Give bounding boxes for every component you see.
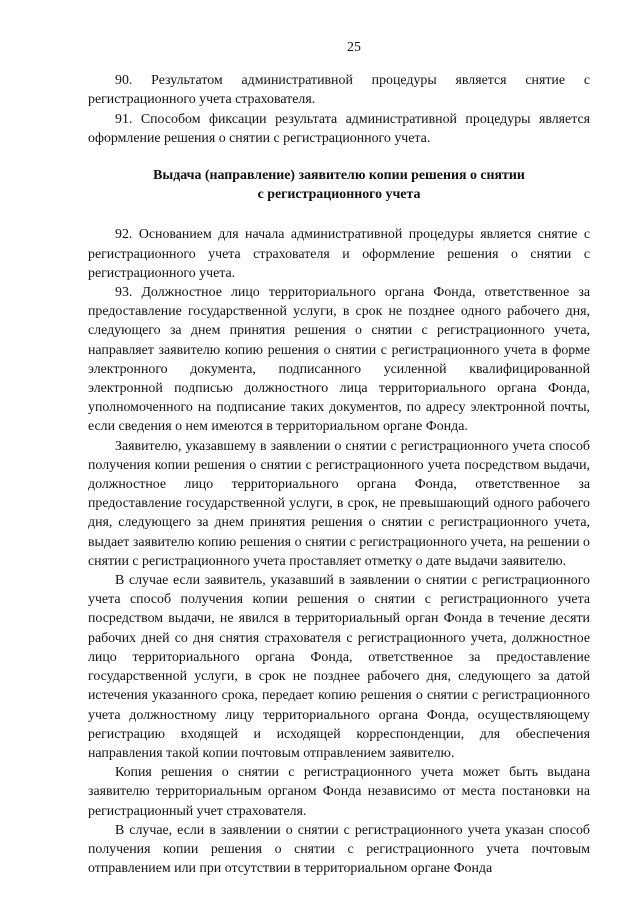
paragraph-90: 90. Результатом административной процедуры является снятие с регистрационного учета страхователя.: [88, 73, 590, 108]
paragraph-any-office: Копия решения о снятии с регистрационного учета может быть выдана заявителю территориальным органом Фонда независимо от места постановки на регистрационный учет страхователя.: [88, 765, 590, 819]
paragraph-postal: В случае, если в заявлении о снятии с регистрационного учета указан способ получения копии решения о снятии с регистрационного учета почтовым отправлением или при отсутствии в территориальном органе Фонда: [88, 822, 590, 877]
document-page: [88, 38, 590, 878]
paragraph-issue-by-hand: Заявителю, указавшему в заявлении о снятии с регистрационного учета способ получения копии решения о снятии с регистрационного учета посредством выдачи, должностное лицо территориального органа Фонда, ответственное за предоставление государственной услуги, в срок, не превышающий одного рабочего дня, следующего за днем принятия решения о снятии с регистрационного учета, выдает заявителю копию решения о снятии с регистрационного учета, на решении о снятии с регистрационного учета проставляет отметку о дате выдачи заявителю.: [88, 438, 590, 569]
page-number: 25: [347, 40, 361, 55]
section-heading: [88, 166, 590, 204]
paragraph-93: 93. Должностное лицо территориального органа Фонда, ответственное за предоставление государственной услуги, в срок не позднее одного рабочего дня, следующего за днем принятия решения о снятии с регистрационного учета, направляет заявителю копию решения о снятии с регистрационного учета в форме электронного документа, подписанного усиленной квалифицированной электронной подписью должностного лица территориального органа Фонда, уполномоченного на подписание таких документов, по адресу электронной почты, если сведения о нем имеются в территориальном органе Фонда.: [88, 285, 590, 435]
section-heading-line-2: с регистрационного учета: [257, 187, 421, 203]
paragraph-92: 92. Основанием для начала административной процедуры является снятие с регистрационного учета страхователя и оформление решения о снятии с регистрационного учета.: [88, 227, 590, 281]
section-heading-line-1: Выдача (направление) заявителю копии решения о снятии: [153, 168, 525, 184]
paragraph-no-show: В случае если заявитель, указавший в заявлении о снятии с регистрационного учета способ получения копии решения о снятии с регистрационного учета посредством выдачи, не явился в территориальный орган Фонда в течение десяти рабочих дней со дня снятия страхователя с регистрационного учета, должностное лицо территориального органа Фонда, ответственное за предоставление государственной услуги, в срок не позднее рабочего дня, следующего за датой истечения указанного срока, передает копию решения о снятии с регистрационного учета должностному лицу территориального органа Фонда, осуществляющему регистрацию входящей и исходящей корреспонденции, для обеспечения направления такой копии почтовым отправлением заявителю.: [88, 573, 590, 761]
paragraph-91: 91. Способом фиксации результата административной процедуры является оформление решения о снятии с регистрационного учета.: [88, 111, 590, 146]
